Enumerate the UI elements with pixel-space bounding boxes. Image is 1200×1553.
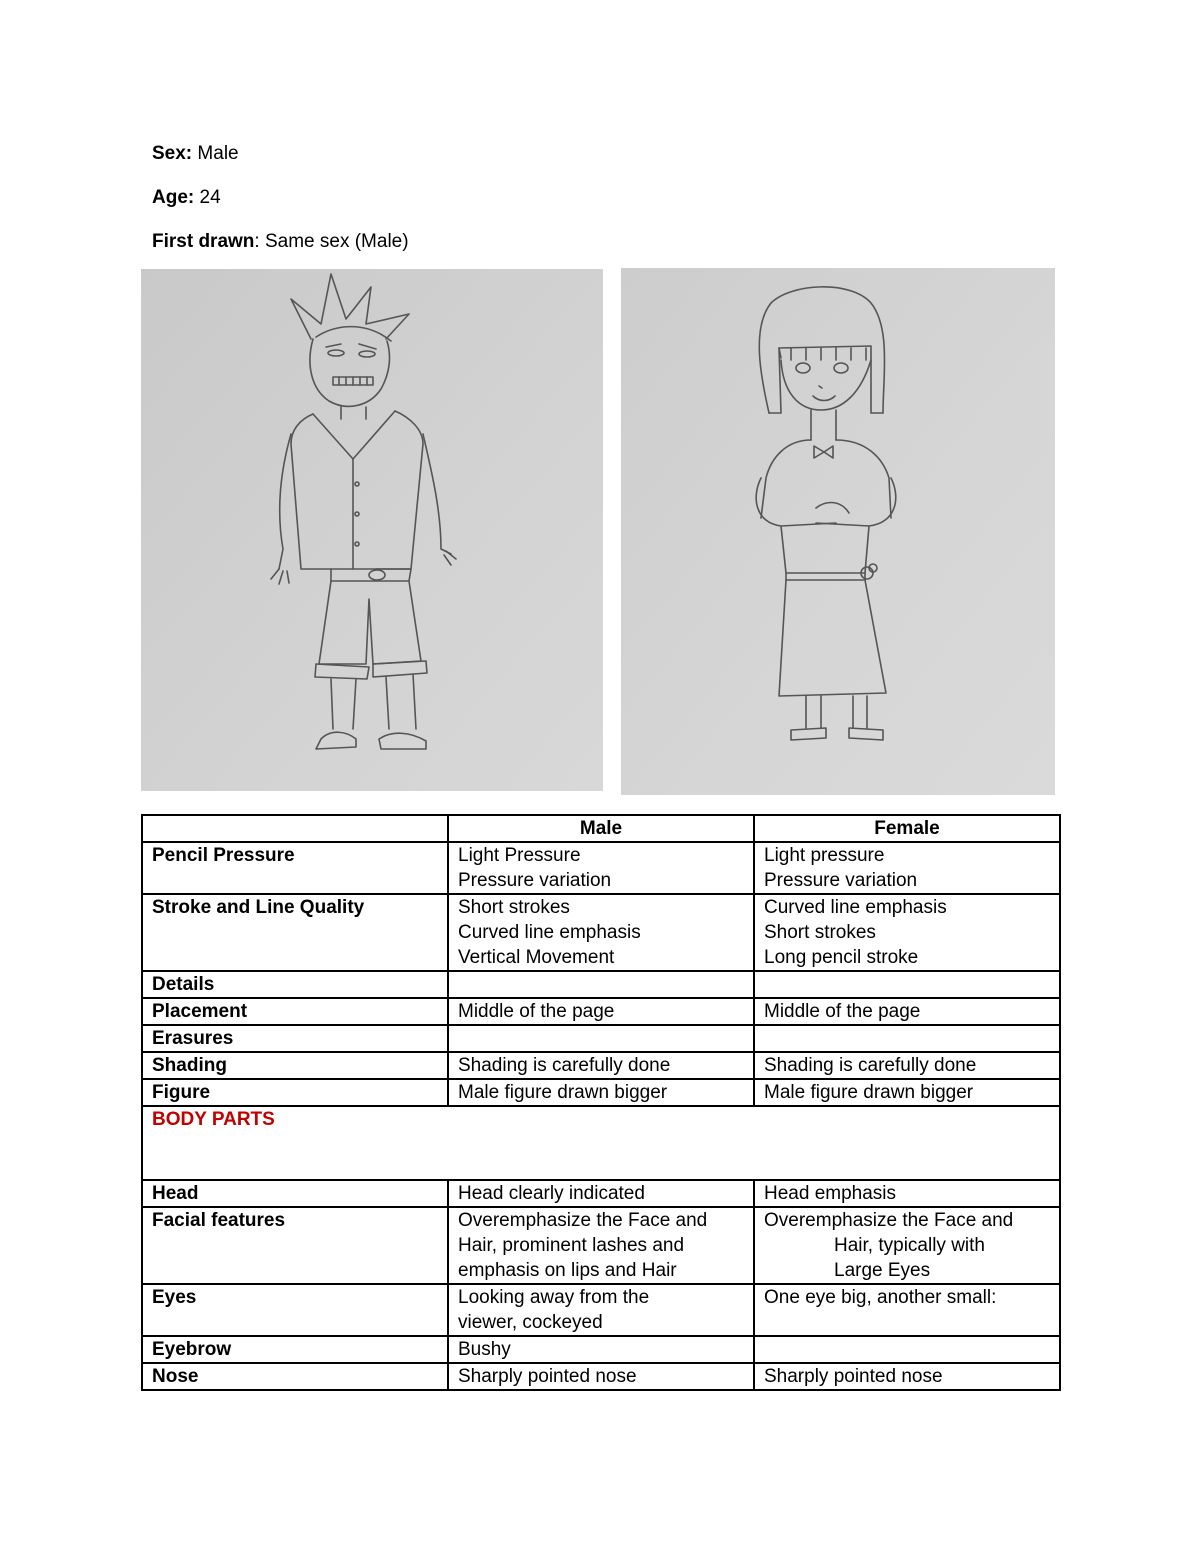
cell-line: Short strokes [458, 897, 570, 918]
male-cell [448, 1079, 754, 1106]
cell-line: Curved line emphasis [764, 897, 947, 918]
section-row [142, 1106, 1060, 1180]
cell-line: emphasis on lips and Hair [458, 1260, 677, 1281]
cell-line: One eye big, another small: [764, 1287, 997, 1308]
table-row [142, 1180, 1060, 1207]
row-label: Placement [142, 998, 448, 1025]
female-cell [754, 894, 1060, 971]
male-cell [448, 1052, 754, 1079]
table-row [142, 971, 1060, 998]
header-empty [142, 815, 448, 842]
table-row [142, 1025, 1060, 1052]
row-label: Stroke and Line Quality [142, 894, 448, 971]
female-cell [754, 1207, 1060, 1284]
cell-line: Bushy [458, 1339, 511, 1360]
cell-line: viewer, cockeyed [458, 1312, 603, 1333]
table-row [142, 842, 1060, 894]
header-male: Male [448, 815, 754, 842]
cell-line: Pressure variation [458, 870, 612, 891]
male-cell [448, 1363, 754, 1390]
age-value: 24 [194, 187, 221, 208]
female-figure-drawing [621, 268, 1055, 795]
table-row [142, 894, 1060, 971]
first-drawn-label: First drawn [152, 231, 255, 252]
table-header-row [142, 815, 1060, 842]
male-cell [448, 1207, 754, 1284]
row-label: Details [142, 971, 448, 998]
sex-value: Male [192, 143, 239, 164]
male-figure-drawing [141, 269, 603, 791]
cell-line: Shading is carefully done [458, 1055, 671, 1076]
cell-line: Shading is carefully done [764, 1055, 977, 1076]
female-cell [754, 998, 1060, 1025]
cell-line: Curved line emphasis [458, 922, 641, 943]
sex-label: Sex: [152, 143, 193, 164]
age-line [152, 187, 221, 209]
female-cell [754, 1336, 1060, 1363]
female-cell [754, 1363, 1060, 1390]
row-label: Facial features [142, 1207, 448, 1284]
table-row [142, 998, 1060, 1025]
male-cell [448, 1284, 754, 1336]
male-cell [448, 1336, 754, 1363]
cell-line: Pressure variation [764, 870, 918, 891]
cell-line: Long pencil stroke [764, 947, 919, 968]
table-row [142, 1336, 1060, 1363]
row-label: Head [142, 1180, 448, 1207]
female-cell [754, 1284, 1060, 1336]
cell-line [764, 1026, 1050, 1051]
row-label: Erasures [142, 1025, 448, 1052]
cell-line: Short strokes [764, 922, 876, 943]
table-row [142, 1052, 1060, 1079]
row-label: Eyebrow [142, 1336, 448, 1363]
cell-line [764, 972, 1050, 997]
table-row [142, 1207, 1060, 1284]
cell-line: Sharply pointed nose [764, 1366, 943, 1387]
cell-line: Light Pressure [458, 845, 581, 866]
cell-line [764, 1337, 1050, 1362]
first-drawn-value: : Same sex (Male) [254, 231, 409, 252]
male-cell [448, 1180, 754, 1207]
age-label: Age: [152, 187, 195, 208]
cell-line: Middle of the page [458, 1001, 615, 1022]
row-label: Nose [142, 1363, 448, 1390]
female-cell [754, 1180, 1060, 1207]
row-label: Figure [142, 1079, 448, 1106]
row-label: Shading [142, 1052, 448, 1079]
male-cell [448, 998, 754, 1025]
cell-line: Looking away from the [458, 1287, 650, 1308]
male-cell [448, 971, 754, 998]
cell-line: Hair, typically with [834, 1235, 985, 1256]
cell-line: Overemphasize the Face and [458, 1210, 708, 1231]
female-cell [754, 1025, 1060, 1052]
first-drawn-line [152, 231, 409, 253]
cell-line: Overemphasize the Face and [764, 1210, 1014, 1231]
cell-line: Light pressure [764, 845, 885, 866]
table-row [142, 1079, 1060, 1106]
section-title-body-parts: BODY PARTS [142, 1106, 1060, 1180]
female-cell [754, 1079, 1060, 1106]
cell-line: Head emphasis [764, 1183, 897, 1204]
cell-line [458, 972, 744, 997]
cell-line: Vertical Movement [458, 947, 615, 968]
cell-line: Large Eyes [834, 1260, 931, 1281]
male-cell [448, 894, 754, 971]
male-cell [448, 1025, 754, 1052]
cell-line: Male figure drawn bigger [764, 1082, 974, 1103]
sex-line [152, 143, 239, 165]
female-cell [754, 971, 1060, 998]
cell-line: Head clearly indicated [458, 1183, 645, 1204]
cell-line: Male figure drawn bigger [458, 1082, 668, 1103]
cell-line: Sharply pointed nose [458, 1366, 637, 1387]
female-cell [754, 1052, 1060, 1079]
analysis-table [141, 814, 1061, 1391]
cell-line: Hair, prominent lashes and [458, 1235, 685, 1256]
row-label: Pencil Pressure [142, 842, 448, 894]
table-row [142, 1284, 1060, 1336]
cell-line: Middle of the page [764, 1001, 921, 1022]
row-label: Eyes [142, 1284, 448, 1336]
header-female: Female [754, 815, 1060, 842]
female-cell [754, 842, 1060, 894]
table-row [142, 1363, 1060, 1390]
cell-line [458, 1026, 744, 1051]
male-cell [448, 842, 754, 894]
